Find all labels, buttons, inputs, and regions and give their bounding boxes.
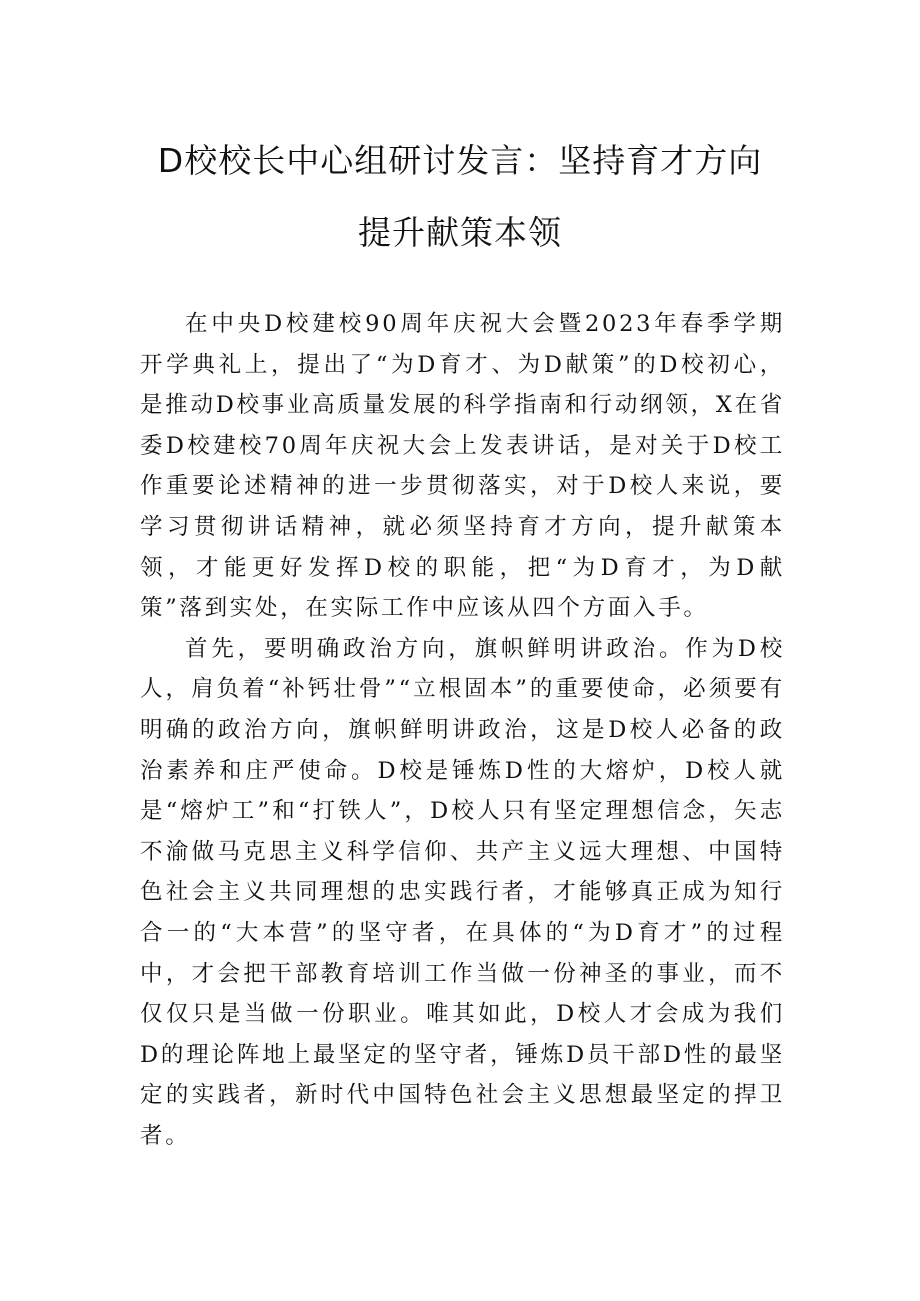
document-body: [140, 304, 785, 1156]
document-title-line-1: D校校长中心组研讨发言：坚持育才方向: [157, 141, 763, 180]
paragraph-political-direction: 首先，要明确政治方向，旗帜鲜明讲政治。作为D校人，肩负着“补钙壮骨”“立根固本”的重要使命，必须要有明确的政治方向，旗帜鲜明讲政治，这是D校人必备的政治素养和庄严使命。D校是锤炼D性的大熔炉，D校人就是“熔炉工”和“打铁人”，D校人只有坚定理想信念，矢志不渝做马克思主义科学信仰、共产主义远大理想、中国特色社会主义共同理想的忠实践行者，才能够真正成为知行合一的“大本营”的坚守者，在具体的“为D育才”的过程中，才会把干部教育培训工作当做一份神圣的事业，而不仅仅只是当做一份职业。唯其如此，D校人才会成为我们D的理论阵地上最坚定的坚守者，锤炼D员干部D性的最坚定的实践者，新时代中国特色社会主义思想最坚定的捍卫者。: [140, 635, 785, 1149]
paragraph-intro: 在中央D校建校90周年庆祝大会暨2023年春季学期开学典礼上，提出了“为D育才、为D献策”的D校初心，是推动D校事业高质量发展的科学指南和行动纲领，X在省委D校建校70周年庆祝大会上发表讲话，是对关于D校工作重要论述精神的进一步贯彻落实，对于D校人来说，要学习贯彻讲话精神，就必须坚持育才方向，提升献策本领，才能更好发挥D校的职能，把“为D育才，为D献策”落到实处，在实际工作中应该从四个方面入手。: [140, 311, 785, 622]
document-title-line-2: 提升献策本领: [358, 213, 562, 252]
